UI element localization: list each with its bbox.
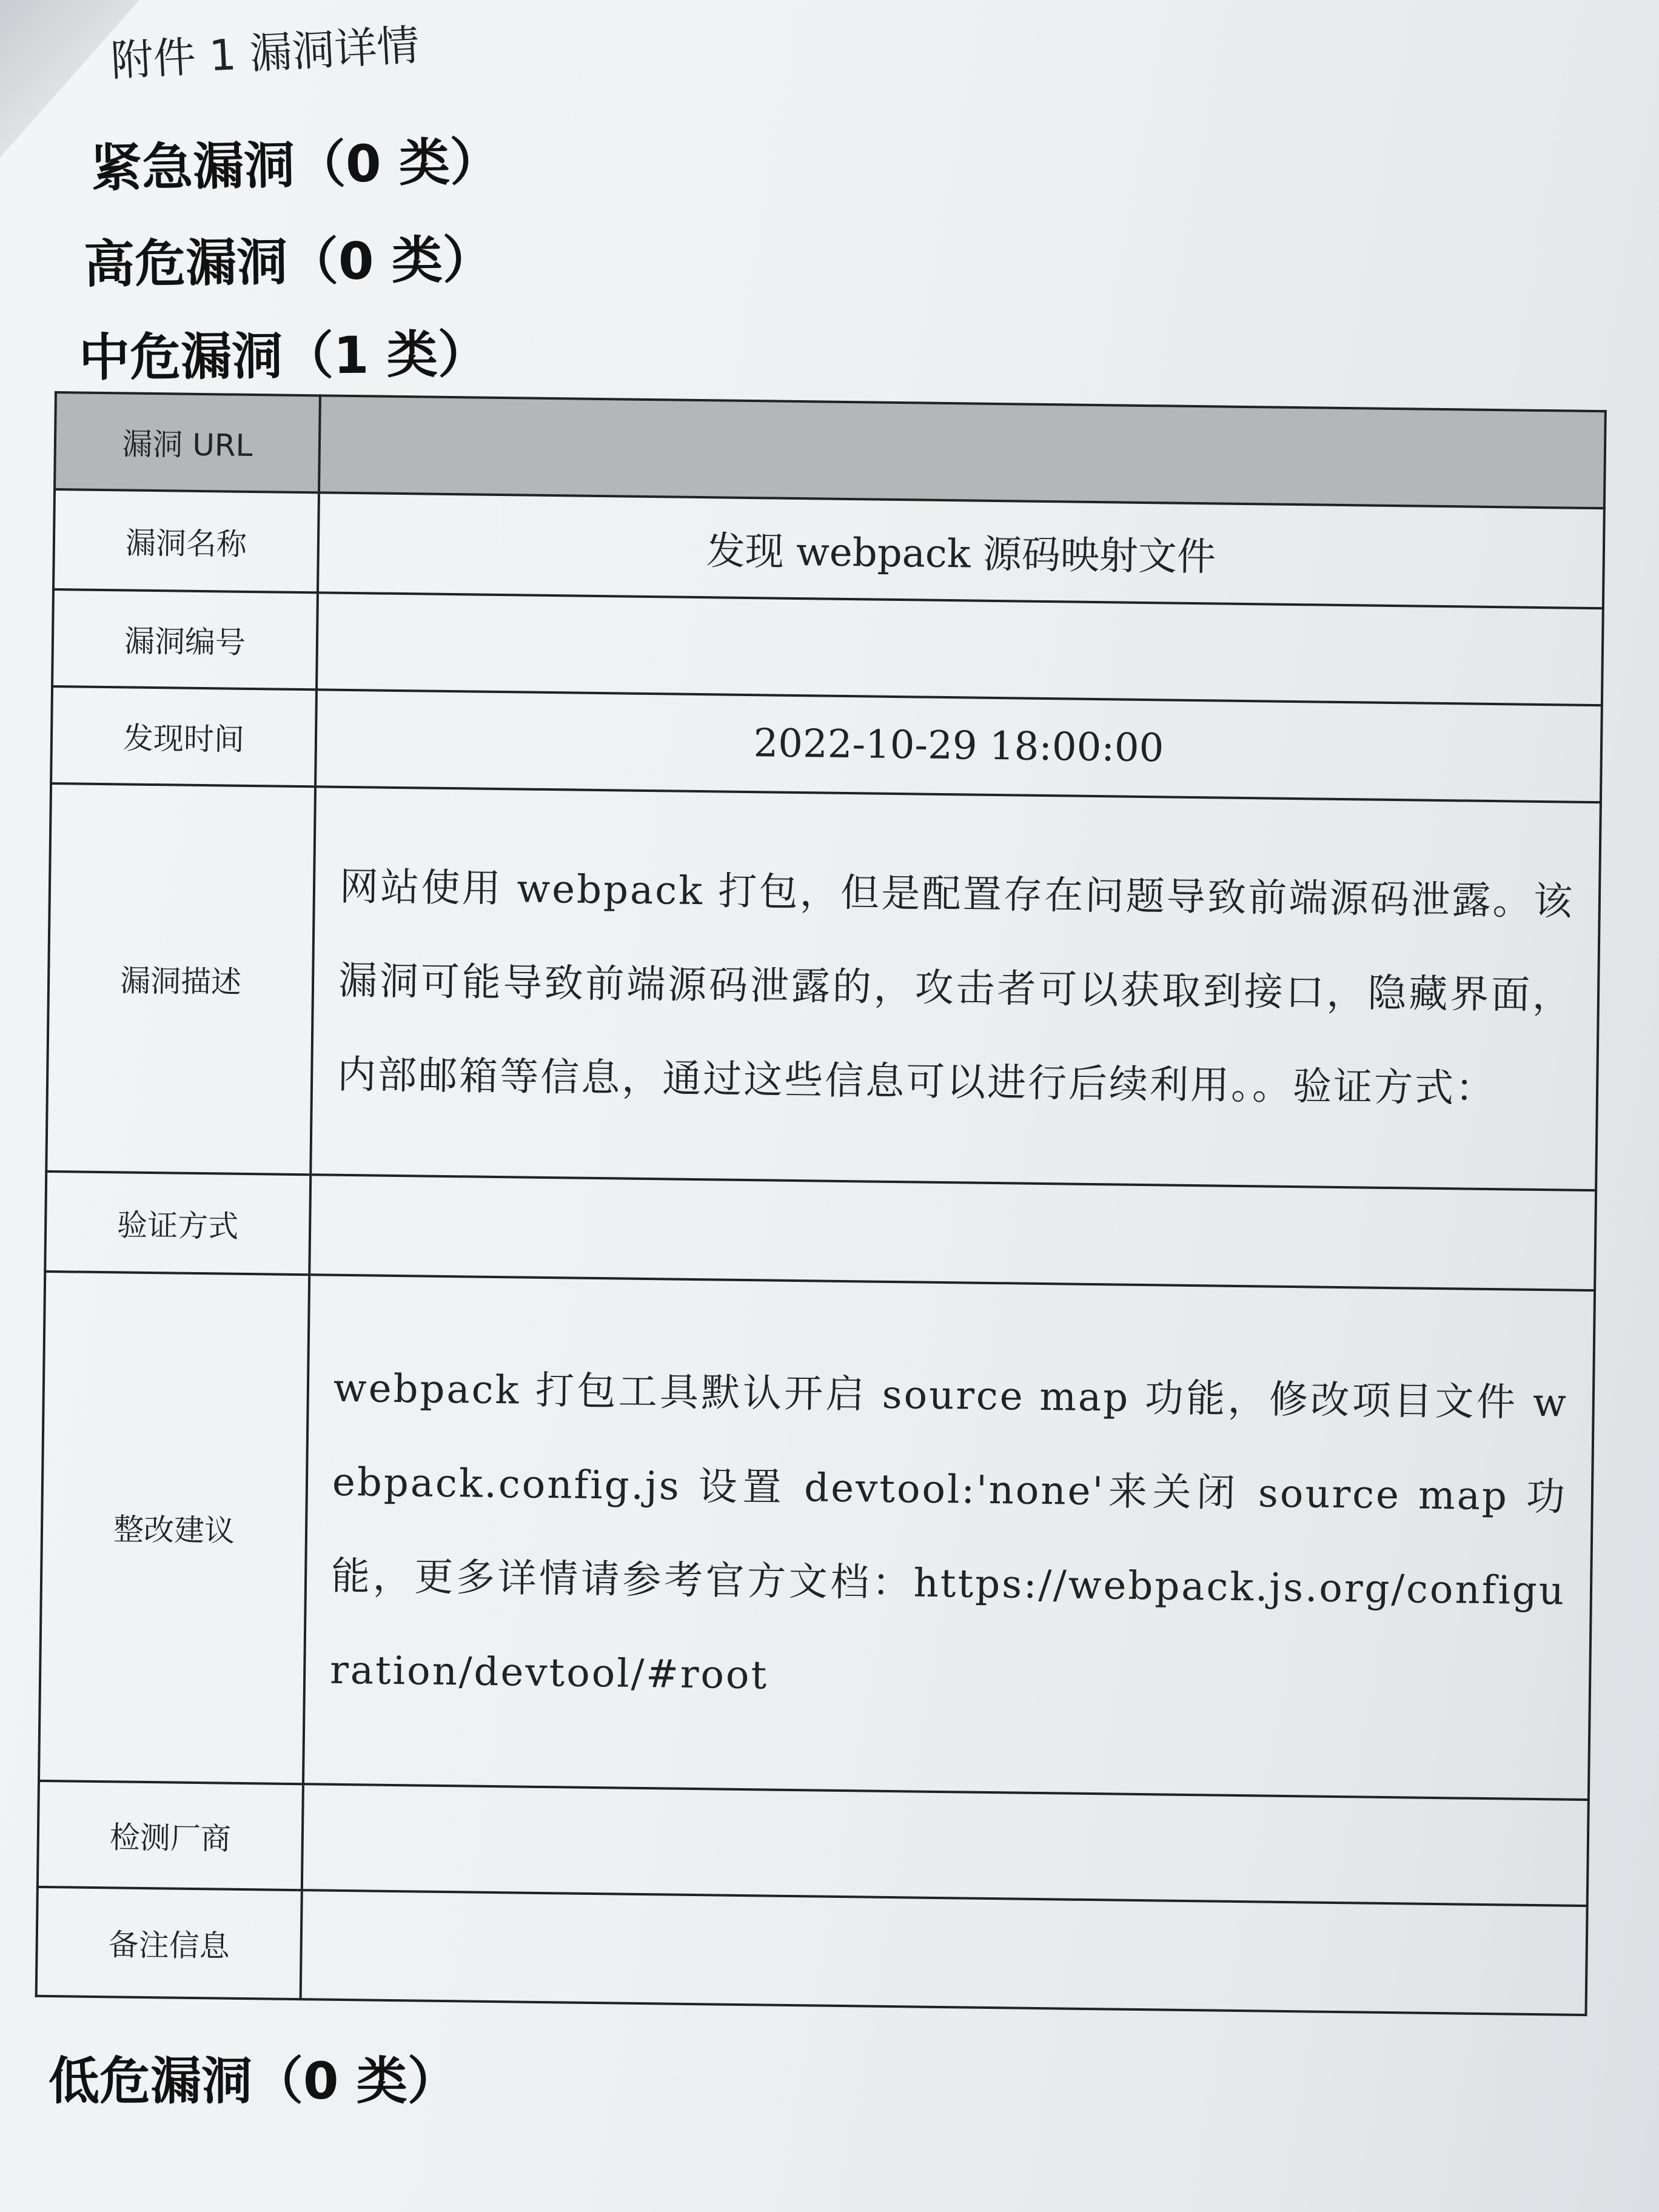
table-row-name	[53, 489, 1604, 608]
row-value: 2022-10-29 18:00:00	[315, 689, 1602, 802]
heading-medium-vulns: 中危漏洞（1 类）	[78, 324, 489, 387]
row-value	[301, 1890, 1587, 2015]
heading-urgent-vulns: 紧急漏洞（0 类）	[90, 132, 501, 198]
table-row-notes	[36, 1887, 1587, 2015]
row-label: 漏洞名称	[53, 489, 319, 592]
heading-high-vulns: 高危漏洞（0 类）	[83, 229, 494, 295]
row-value: webpack 打包工具默认开启 source map 功能，修改项目文件 webpack.config.js 设置 devtool:'none'来关闭 source map 功能，更多详情请参考官方文档：https://webpack.js.org/configuration/devtool/#root	[303, 1275, 1595, 1800]
row-value	[302, 1784, 1589, 1906]
table-row-remediation	[39, 1272, 1595, 1800]
row-value: 网站使用 webpack 打包，但是配置存在问题导致前端源码泄露。该漏洞可能导致前端源码泄露的，攻击者可以获取到接口，隐藏界面，内部邮箱等信息，通过这些信息可以进行后续利用。。验证方式：	[310, 786, 1601, 1190]
row-label: 备注信息	[36, 1887, 302, 1999]
row-label: 漏洞 URL	[55, 392, 320, 492]
row-label: 验证方式	[45, 1171, 310, 1275]
row-value: 发现 webpack 源码映射文件	[318, 492, 1604, 608]
table-row-time	[51, 686, 1602, 802]
table-row-id	[52, 589, 1603, 705]
vulnerability-detail-table	[35, 391, 1607, 2016]
row-value	[317, 592, 1603, 705]
table-row-verification	[45, 1171, 1596, 1290]
table-row-description	[46, 783, 1601, 1190]
row-label: 检测厂商	[38, 1781, 303, 1890]
row-label: 漏洞描述	[46, 783, 315, 1175]
heading-low-vulns: 低危漏洞（0 类）	[49, 2051, 458, 2111]
row-label: 发现时间	[51, 686, 317, 786]
table-row-url	[55, 392, 1606, 508]
attachment-title: 附件 1 漏洞详情	[109, 20, 421, 86]
row-label: 整改建议	[39, 1272, 309, 1784]
row-value	[309, 1175, 1596, 1290]
row-value	[319, 395, 1606, 508]
table-row-vendor	[38, 1781, 1589, 1906]
row-label: 漏洞编号	[52, 589, 318, 689]
